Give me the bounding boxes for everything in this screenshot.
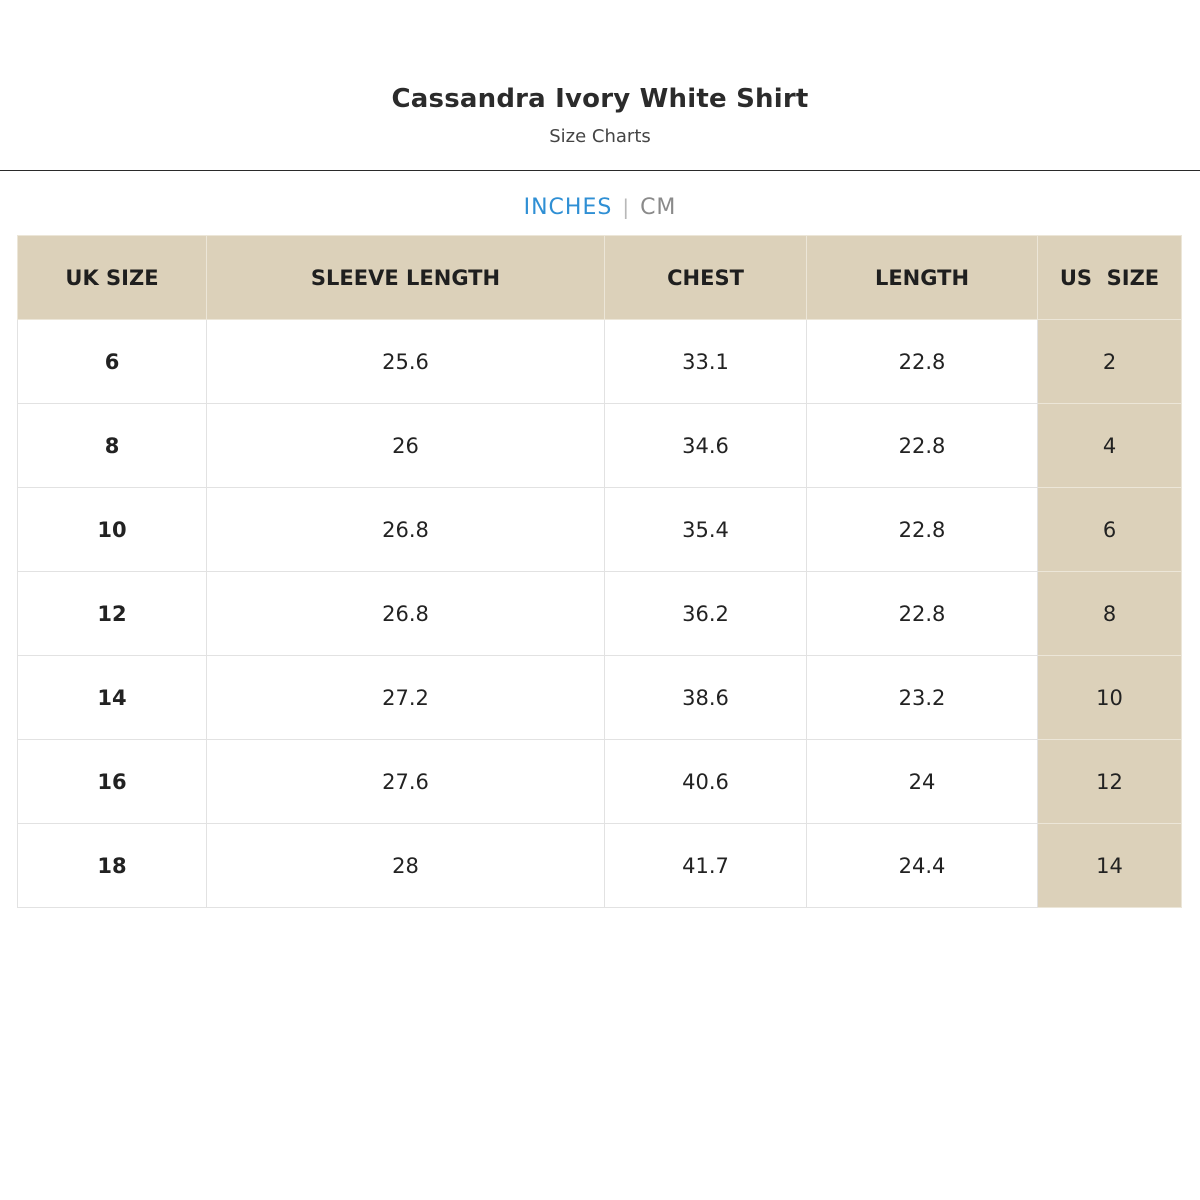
sleeve-length-cell: 27.2 — [207, 656, 605, 740]
table-row — [18, 572, 1182, 656]
unit-toggle — [0, 194, 1200, 220]
column-header-us-size: US SIZE — [1038, 236, 1182, 320]
chest-cell: 38.6 — [605, 656, 807, 740]
us-size-cell: 8 — [1038, 572, 1182, 656]
table-header-row — [18, 236, 1182, 320]
sleeve-length-cell: 25.6 — [207, 320, 605, 404]
chest-cell: 33.1 — [605, 320, 807, 404]
length-cell: 23.2 — [807, 656, 1038, 740]
uk-size-cell: 10 — [18, 488, 207, 572]
table-row — [18, 488, 1182, 572]
uk-size-cell: 18 — [18, 824, 207, 908]
us-size-cell: 12 — [1038, 740, 1182, 824]
column-header-length: LENGTH — [807, 236, 1038, 320]
page-header — [0, 0, 1200, 171]
length-cell: 24 — [807, 740, 1038, 824]
table-row — [18, 740, 1182, 824]
length-cell: 24.4 — [807, 824, 1038, 908]
sleeve-length-cell: 26 — [207, 404, 605, 488]
table-row — [18, 404, 1182, 488]
unit-cm-tab[interactable]: CM — [640, 194, 677, 220]
column-header-uk-size: UK SIZE — [18, 236, 207, 320]
column-header-chest: CHEST — [605, 236, 807, 320]
uk-size-cell: 8 — [18, 404, 207, 488]
length-cell: 22.8 — [807, 488, 1038, 572]
length-cell: 22.8 — [807, 404, 1038, 488]
unit-inches-tab[interactable]: INCHES — [523, 194, 613, 220]
chest-cell: 36.2 — [605, 572, 807, 656]
chest-cell: 35.4 — [605, 488, 807, 572]
chest-cell: 40.6 — [605, 740, 807, 824]
table-row — [18, 656, 1182, 740]
column-header-sleeve-length: SLEEVE LENGTH — [207, 236, 605, 320]
page-subtitle: Size Charts — [549, 126, 651, 147]
us-size-cell: 10 — [1038, 656, 1182, 740]
size-chart-table — [17, 235, 1182, 908]
us-size-cell: 14 — [1038, 824, 1182, 908]
sleeve-length-cell: 26.8 — [207, 488, 605, 572]
table-row — [18, 824, 1182, 908]
sleeve-length-cell: 27.6 — [207, 740, 605, 824]
chest-cell: 41.7 — [605, 824, 807, 908]
uk-size-cell: 16 — [18, 740, 207, 824]
chest-cell: 34.6 — [605, 404, 807, 488]
us-size-cell: 4 — [1038, 404, 1182, 488]
sleeve-length-cell: 28 — [207, 824, 605, 908]
length-cell: 22.8 — [807, 572, 1038, 656]
us-size-cell: 6 — [1038, 488, 1182, 572]
length-cell: 22.8 — [807, 320, 1038, 404]
us-size-cell: 2 — [1038, 320, 1182, 404]
uk-size-cell: 6 — [18, 320, 207, 404]
page-title: Cassandra Ivory White Shirt — [391, 84, 809, 114]
sleeve-length-cell: 26.8 — [207, 572, 605, 656]
unit-separator: | — [622, 195, 631, 219]
uk-size-cell: 12 — [18, 572, 207, 656]
uk-size-cell: 14 — [18, 656, 207, 740]
table-row — [18, 320, 1182, 404]
